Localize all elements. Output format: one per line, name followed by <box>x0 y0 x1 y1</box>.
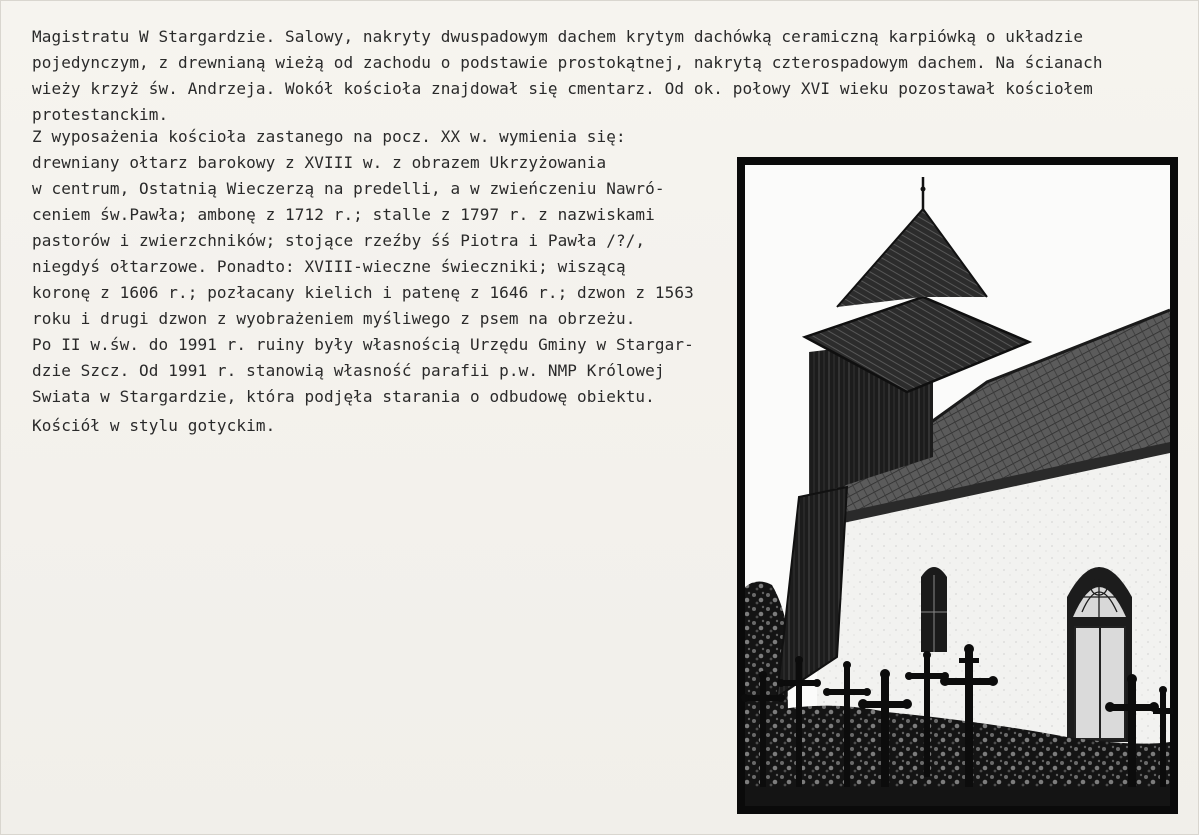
text-line: pojedynczym, z drewnianą wieżą od zachodu o podstawie prostokątnej, nakrytą czterospadowym dachem. Na ścianach <box>32 53 1103 72</box>
text-line: Z wyposażenia kościoła zastanego na pocz. XX w. wymienia się: <box>32 127 626 146</box>
text-line: pastorów i zwierzchników; stojące rzeźby śś Piotra i Pawła /?/, <box>32 231 646 250</box>
text-line: roku i drugi dzwon z wyobrażeniem myśliwego z psem na obrzeżu. <box>32 309 636 328</box>
text-line: Kościół w stylu gotyckim. <box>32 416 276 435</box>
text-line: Swiata w Stargardzie, która podjęła starania o odbudowę obiektu. <box>32 387 655 406</box>
text-line: protestanckim. <box>32 105 169 124</box>
text-line: w centrum, Ostatnią Wieczerzą na predelli, a w zwieńczeniu Nawró- <box>32 179 665 198</box>
text-line: drewniany ołtarz barokowy z XVIII w. z obrazem Ukrzyżowania <box>32 153 607 172</box>
church-photo <box>737 157 1178 814</box>
text-line: wieży krzyż św. Andrzeja. Wokół kościoła znajdował się cmentarz. Od ok. połowy XVI wieku pozostawał kościołem <box>32 79 1093 98</box>
text-line: Magistratu W Stargardzie. Salowy, nakryty dwuspadowym dachem krytym dachówką ceramiczną karpiówką o układzie <box>32 27 1084 46</box>
text-line: ceniem św.Pawła; ambonę z 1712 r.; stalle z 1797 r. z nazwiskami <box>32 205 655 224</box>
text-line: Po II w.św. do 1991 r. ruiny były własnością Urzędu Gminy w Stargar- <box>32 335 694 354</box>
text-line: dzie Szcz. Od 1991 r. stanowią własność parafii p.w. NMP Królowej <box>32 361 665 380</box>
text-line: niegdyś ołtarzowe. Ponadto: XVIII-wieczne świeczniki; wiszącą <box>32 257 626 276</box>
church-illustration <box>737 157 1178 814</box>
text-line: koronę z 1606 r.; pozłacany kielich i patenę z 1646 r.; dzwon z 1563 <box>32 283 694 302</box>
